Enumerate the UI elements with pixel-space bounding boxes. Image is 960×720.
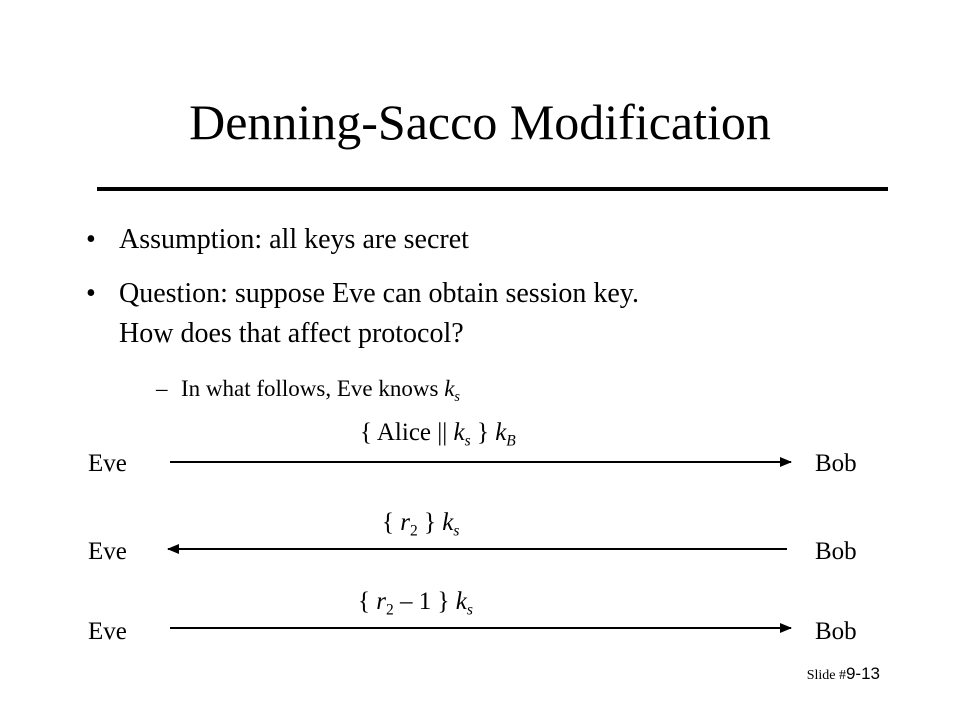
bullet-dot: • [86, 278, 96, 309]
bullet-text-line-2: How does that affect protocol? [119, 318, 464, 349]
message-3-label: { $r_2 - 1$ } $k_s$ [358, 588, 473, 619]
message-1-label: { Alice || $k_s$ } $k_B$ [360, 419, 516, 450]
message-2-label: { $r_2$ } $k_s$ [382, 509, 460, 540]
slide-title: Denning-Sacco Modification [189, 94, 771, 150]
bullet-dot: • [86, 224, 96, 255]
party-eve: Eve [88, 450, 127, 477]
sub-bullet-text: In what follows, Eve knows $k_s$ [181, 376, 460, 405]
party-bob: Bob [815, 618, 857, 645]
party-bob: Bob [815, 538, 857, 565]
party-bob: Bob [815, 450, 857, 477]
session-key-var: k [444, 376, 455, 401]
party-eve: Eve [88, 538, 127, 565]
slide-number: Slide #9-13 [806, 664, 880, 683]
bullet-text: Assumption: all keys are secret [119, 224, 469, 255]
sub-bullet-dash: – [156, 376, 168, 401]
party-eve: Eve [88, 618, 127, 645]
bullet-text-line-1: Question: suppose Eve can obtain session key. [119, 278, 639, 309]
